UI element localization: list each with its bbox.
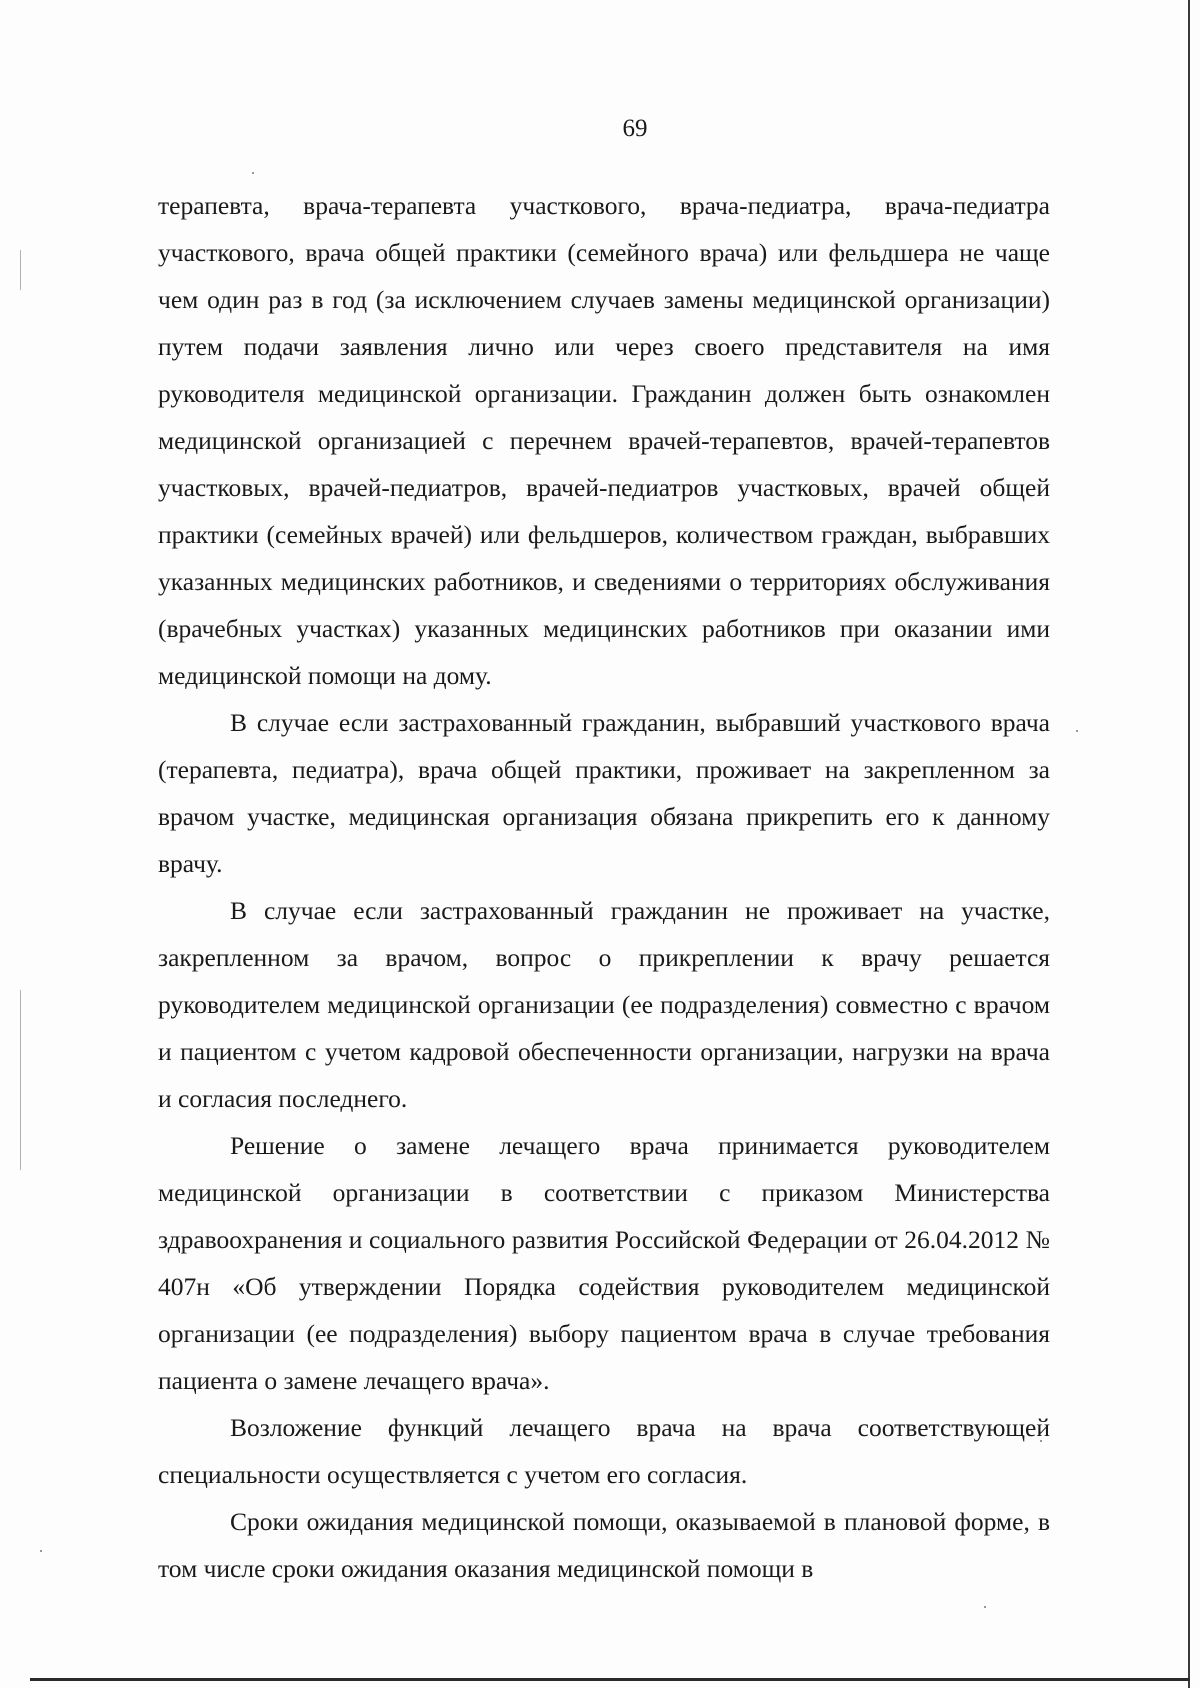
paragraph: терапевта, врача-терапевта участкового, врача-педиатра, врача-педиатра участкового, врача общей практики (семейного врача) или фельдшера не чаще чем один раз в год (за исключением случаев замены медицинской организации) путем подачи заявления лично или через своего представителя на имя руководителя медицинской организации. Гражданин должен быть ознакомлен медицинской организацией с перечнем врачей-терапевтов, врачей-терапевтов участковых, врачей-педиатров, врачей-педиатров участковых, врачей общей практики (семейных врачей) или фельдшеров, количеством граждан, выбравших указанных медицинских работников, и сведениями о территориях обслуживания (врачебных участках) указанных медицинских работников при оказании ими медицинской помощи на дому. [158, 191, 1050, 690]
document-body [158, 182, 1050, 1592]
scan-mark [20, 250, 21, 290]
scan-edge-bottom [30, 1678, 1190, 1681]
scan-speck [40, 1550, 42, 1552]
scan-speck [1076, 730, 1078, 732]
paragraph: Решение о замене лечащего врача принимается руководителем медицинской организации в соответствии с приказом Министерства здравоохранения и социального развития Российской Федерации от 26.04.2012 № 407н «Об утверждении Порядка содействия руководителем медицинской организации (ее подразделения) выбору пациентом врача в случае требования пациента о замене лечащего врача». [158, 1131, 1050, 1395]
paragraph: В случае если застрахованный гражданин не проживает на участке, закрепленном за врачом, вопрос о прикреплении к врачу решается руководителем медицинской организации (ее подразделения) совместно с врачом и пациентом с учетом кадровой обеспеченности организации, нагрузки на врача и согласия последнего. [158, 896, 1050, 1113]
scan-speck [252, 172, 254, 174]
page-number: 69 [622, 115, 648, 142]
scan-edge-right [1188, 0, 1190, 1688]
paragraph: Сроки ожидания медицинской помощи, оказываемой в плановой форме, в том числе сроки ожидания оказания медицинской помощи в [158, 1507, 1050, 1583]
paragraph: В случае если застрахованный гражданин, выбравший участкового врача (терапевта, педиатра), врача общей практики, проживает на закрепленном за врачом участке, медицинская организация обязана прикрепить его к данному врачу. [158, 708, 1050, 878]
scan-mark [20, 990, 21, 1170]
paragraph: Возложение функций лечащего врача на врача соответствующей специальности осуществляется с учетом его согласия. [158, 1413, 1050, 1489]
scan-speck [984, 1606, 986, 1608]
